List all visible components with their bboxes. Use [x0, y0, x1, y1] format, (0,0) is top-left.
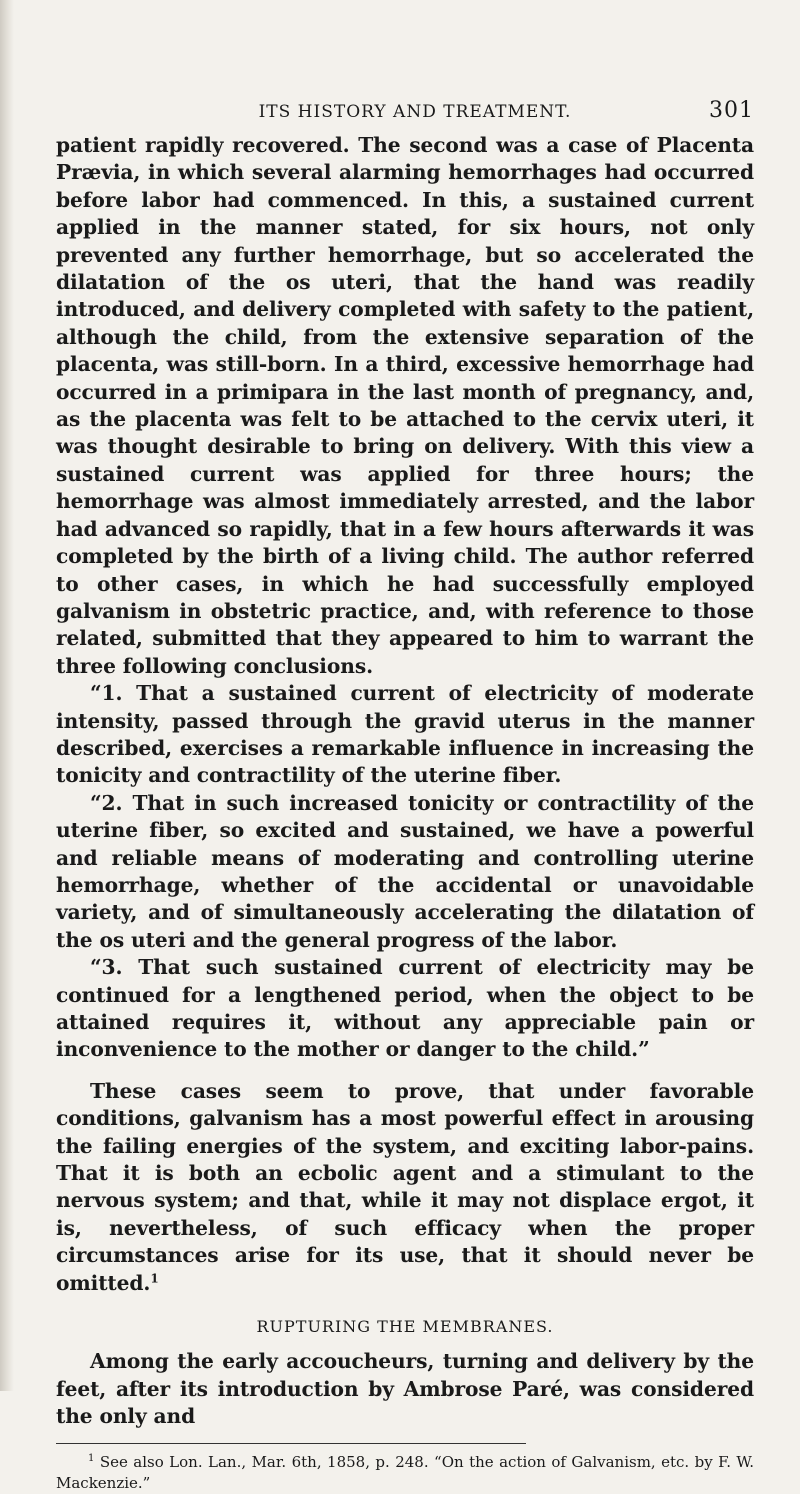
page-number: 301	[709, 98, 754, 123]
body-text	[56, 132, 754, 1431]
section-heading: RUPTURING THE MEMBRANES.	[256, 1317, 554, 1337]
paragraph-summary	[56, 1078, 754, 1297]
footnote	[56, 1452, 754, 1494]
book-page	[56, 92, 754, 1494]
paragraph-continuation: patient rapidly recovered. The second was a case of Placenta Prævia, in which several alarming hemorrhages had occurred before labor had commenced. In this, a sustained current applied in the manner stated, for six hours, not only prevented any further hemorrhage, but so accelerated the dilatation of the os uteri, that the hand was readily introduced, and delivery completed with safety to the patient, although the child, from the extensive separation of the placenta, was still-born. In a third, excessive hemorrhage had occurred in a primipara in the last month of pregnancy, and, as the placenta was felt to be attached to the cervix uteri, it was thought desirable to bring on delivery. With this view a sustained current was applied for three hours; the hemorrhage was almost immediately arrested, and the labor had advanced so rapidly, that in a few hours afterwards it was completed by the birth of a living child. The author referred to other cases, in which he had successfully employed galvanism in obstetric practice, and, with reference to those related, submitted that they appeared to him to warrant the three following conclusions.	[56, 133, 754, 678]
footnote-reference: 1	[150, 1270, 159, 1285]
running-title: ITS HISTORY AND TREATMENT.	[258, 102, 572, 122]
footnote-marker: 1	[88, 1452, 95, 1464]
page-edge-shadow	[0, 0, 14, 1391]
conclusion-3: “3. That such sustained current of electricity may be continued for a lengthened period, when the object to be attained requires it, without any appreciable pain or inconvenience to the mother or danger to the child.”	[56, 955, 754, 1062]
paragraph-section-start: Among the early accoucheurs, turning and delivery by the feet, after its introduction by Ambrose Paré, was considered the only and	[56, 1349, 754, 1429]
footnote-divider	[56, 1443, 526, 1444]
paragraph-summary-text: These cases seem to prove, that under favorable conditions, galvanism has a most powerful effect in arousing the failing energies of the system, and exciting labor-pains. That it is both an ecbolic agent and a stimulant to the nervous system; and that, while it may not displace ergot, it is, nevertheless, of such efficacy when the proper circumstances arise for its use, that it should never be omitted.	[56, 1078, 754, 1295]
conclusion-2: “2. That in such increased tonicity or contractility of the uterine fiber, so excited and sustained, we have a powerful and reliable means of moderating and controlling uterine hemorrhage, whether of the accidental or unavoidable variety, and of simultaneously accelerating the dilatation of the os uteri and the general progress of the labor.	[56, 790, 754, 952]
conclusion-1: “1. That a sustained current of electricity of moderate intensity, passed through the gravid uterus in the manner described, exercises a remarkable influence in increasing the tonicity and contractility of the uterine fiber.	[56, 681, 754, 788]
running-head	[56, 92, 754, 132]
footnote-text: See also Lon. Lan., Mar. 6th, 1858, p. 248. “On the action of Galvanism, etc. by F. W. Mackenzie.”	[56, 1452, 754, 1492]
